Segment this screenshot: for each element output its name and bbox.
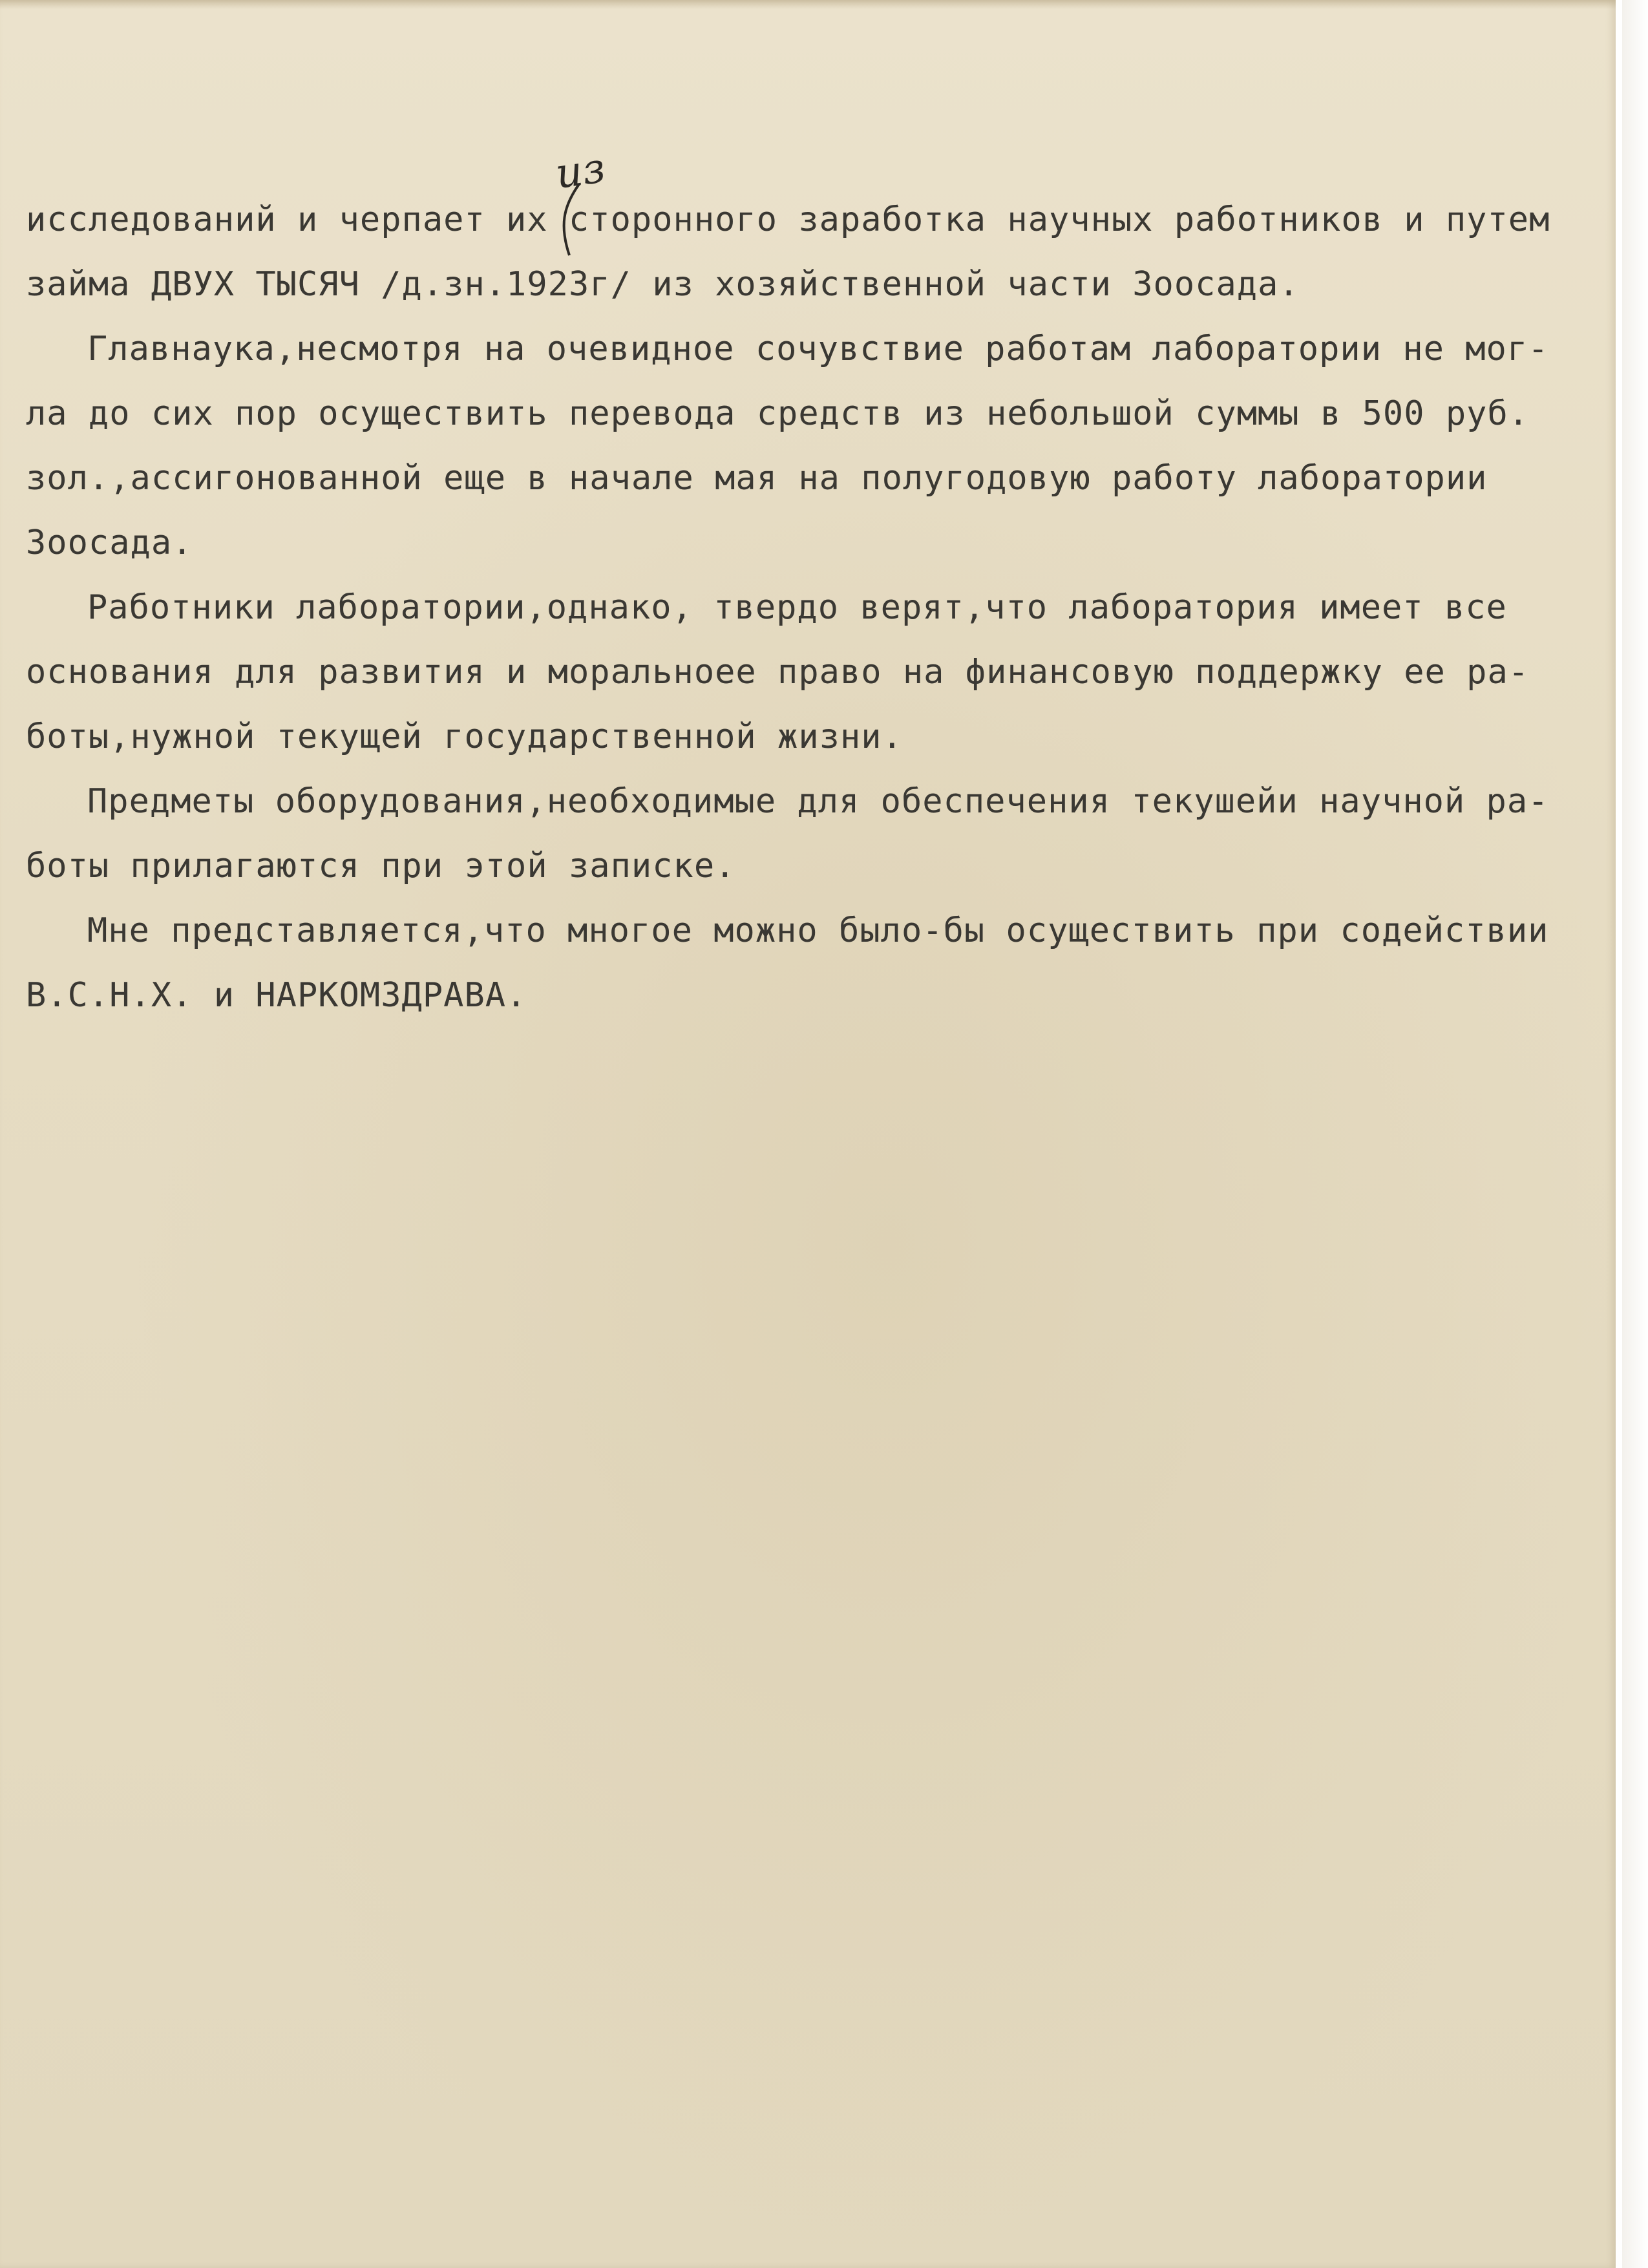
text-line-1: исследований и черпает их сторонного заработка научных работников и путем bbox=[26, 200, 1550, 239]
text-line-3: Главнаука,несмотря на очевидное сочувствие работам лаборатории не мог- bbox=[87, 330, 1549, 368]
text-line-2: займа ДВУХ ТЫСЯЧ /д.зн.1923г/ из хозяйственной части Зоосада. bbox=[26, 265, 1300, 304]
text-line-5: зол.,ассигонованной еще в начале мая на полугодовую работу лаборатории bbox=[26, 459, 1488, 498]
paper-edge-shadow bbox=[0, 0, 1616, 9]
text-line-9: боты,нужной текущей государственной жизни. bbox=[26, 717, 903, 756]
document-body bbox=[26, 187, 1596, 1028]
text-line-7: Работники лаборатории,однако, твердо верят,что лаборатория имеет все bbox=[87, 588, 1507, 627]
text-line-6: Зоосада. bbox=[26, 524, 193, 562]
text-line-10: Предметы оборудования,необходимые для обеспечения текушейи научной ра- bbox=[87, 782, 1549, 821]
scan-background bbox=[1622, 0, 1648, 2268]
text-line-4: ла до сих пор осуществить перевода средств из небольшой суммы в 500 руб. bbox=[26, 394, 1530, 433]
text-line-8: основания для развития и моральноее право на финансовую поддержку ее ра- bbox=[26, 653, 1530, 692]
text-line-11: боты прилагаются при этой записке. bbox=[26, 847, 736, 885]
handwritten-insertion: из bbox=[553, 144, 608, 198]
text-line-13: В.С.Н.Х. и НАРКОМЗДРАВА. bbox=[26, 976, 527, 1015]
text-line-12: Мне представляется,что многое можно было-бы осуществить при содействии bbox=[87, 911, 1549, 950]
